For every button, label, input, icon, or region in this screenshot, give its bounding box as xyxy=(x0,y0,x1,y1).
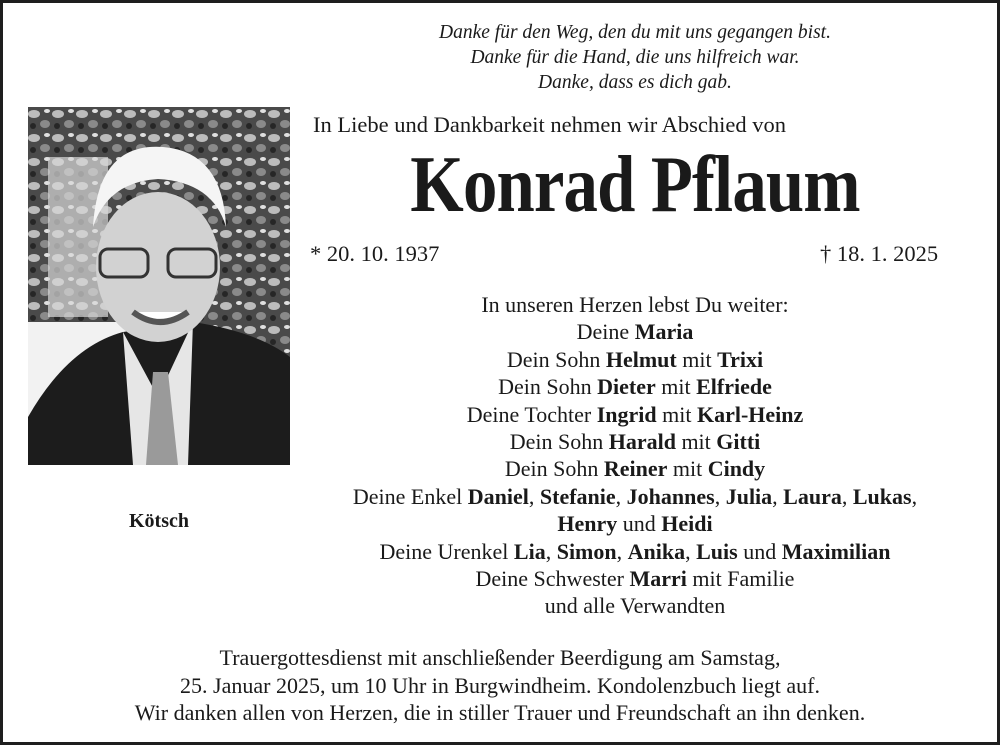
family-text: mit Familie xyxy=(686,566,795,592)
family-text: Dein Sohn xyxy=(504,456,604,482)
family-text: und xyxy=(737,538,782,564)
family-member-name: Trixi xyxy=(717,346,764,372)
family-text: Deine Urenkel xyxy=(379,538,514,564)
family-list xyxy=(300,291,970,620)
poem xyxy=(335,20,935,95)
family-member-name: Luis xyxy=(696,538,738,564)
poem-line: Danke für die Hand, die uns hilfreich war. xyxy=(470,47,800,68)
intro-text: In Liebe und Dankbarkeit nehmen wir Abschied von xyxy=(313,112,786,137)
family-member-name: Reiner xyxy=(603,456,668,482)
family-text: , xyxy=(616,538,628,564)
family-member-name: Julia xyxy=(725,483,773,509)
family-member-name: Stefanie xyxy=(539,483,616,509)
family-text: , xyxy=(685,538,697,564)
family-text: , xyxy=(615,483,627,509)
family-line xyxy=(300,592,970,619)
family-line xyxy=(300,291,970,318)
family-line xyxy=(300,565,970,592)
family-text: Dein Sohn xyxy=(506,346,606,372)
family-text: , xyxy=(772,483,784,509)
family-text: mit xyxy=(675,429,717,455)
family-text: mit xyxy=(676,346,718,372)
family-text: In unseren Herzen lebst Du weiter: xyxy=(481,292,789,317)
family-line xyxy=(300,483,970,510)
family-text: Dein Sohn xyxy=(509,429,609,455)
family-text: mit xyxy=(656,401,697,427)
family-line xyxy=(300,510,970,537)
family-member-name: Henry xyxy=(557,511,618,537)
family-member-name: Ingrid xyxy=(596,401,657,427)
family-member-name: Helmut xyxy=(605,346,677,372)
family-member-name: Marri xyxy=(629,566,687,592)
family-text: , xyxy=(714,483,726,509)
family-member-name: Elfriede xyxy=(696,374,772,400)
family-line xyxy=(300,455,970,482)
family-text: Deine Tochter xyxy=(466,401,597,427)
deceased-name: Konrad Pflaum xyxy=(410,141,860,229)
family-member-name: Dieter xyxy=(597,374,656,400)
family-line xyxy=(300,401,970,428)
family-text: mit xyxy=(655,374,697,400)
family-member-name: Heidi xyxy=(661,511,713,537)
poem-line: Danke für den Weg, den du mit uns gegangen bist. xyxy=(439,22,831,43)
portrait-photo xyxy=(28,107,290,465)
family-text: Deine xyxy=(576,319,635,345)
footer-line: Trauergottesdienst mit anschließender Beerdigung am Samstag, xyxy=(219,645,781,670)
family-line xyxy=(300,428,970,455)
poem-line: Danke, dass es dich gab. xyxy=(538,72,732,93)
family-text: und alle Verwandten xyxy=(544,593,726,619)
family-text: , xyxy=(545,538,557,564)
family-text: mit xyxy=(667,456,708,482)
family-line xyxy=(300,318,970,345)
death-date: † 18. 1. 2025 xyxy=(820,241,939,266)
family-member-name: Anika xyxy=(627,538,686,564)
family-member-name: Harald xyxy=(608,429,676,455)
funeral-info xyxy=(0,644,1000,727)
family-member-name: Simon xyxy=(556,538,617,564)
family-text: , xyxy=(911,483,918,509)
family-member-name: Maria xyxy=(634,319,694,345)
birth-date: * 20. 10. 1937 xyxy=(310,241,440,266)
family-text: , xyxy=(528,483,540,509)
family-line xyxy=(300,373,970,400)
family-member-name: Daniel xyxy=(467,483,529,509)
family-text: Dein Sohn xyxy=(498,374,598,400)
family-text: und xyxy=(617,511,662,537)
family-member-name: Karl-Heinz xyxy=(696,401,804,427)
family-text: , xyxy=(841,483,853,509)
family-member-name: Lia xyxy=(513,538,546,564)
footer-line: Wir danken allen von Herzen, die in stiller Trauer und Freundschaft an ihn denken. xyxy=(134,700,866,725)
family-member-name: Maximilian xyxy=(781,538,891,564)
family-line xyxy=(300,346,970,373)
family-member-name: Johannes xyxy=(626,483,715,509)
family-member-name: Lukas xyxy=(852,483,912,509)
family-text: Deine Enkel xyxy=(352,483,468,509)
family-member-name: Laura xyxy=(783,483,842,509)
family-text: Deine Schwester xyxy=(475,566,630,592)
family-line xyxy=(300,538,970,565)
footer-line: 25. Januar 2025, um 10 Uhr in Burgwindheim. Kondolenzbuch liegt auf. xyxy=(180,672,820,698)
photo-caption: Kötsch xyxy=(129,510,189,532)
family-member-name: Cindy xyxy=(707,456,766,482)
family-member-name: Gitti xyxy=(716,429,761,455)
